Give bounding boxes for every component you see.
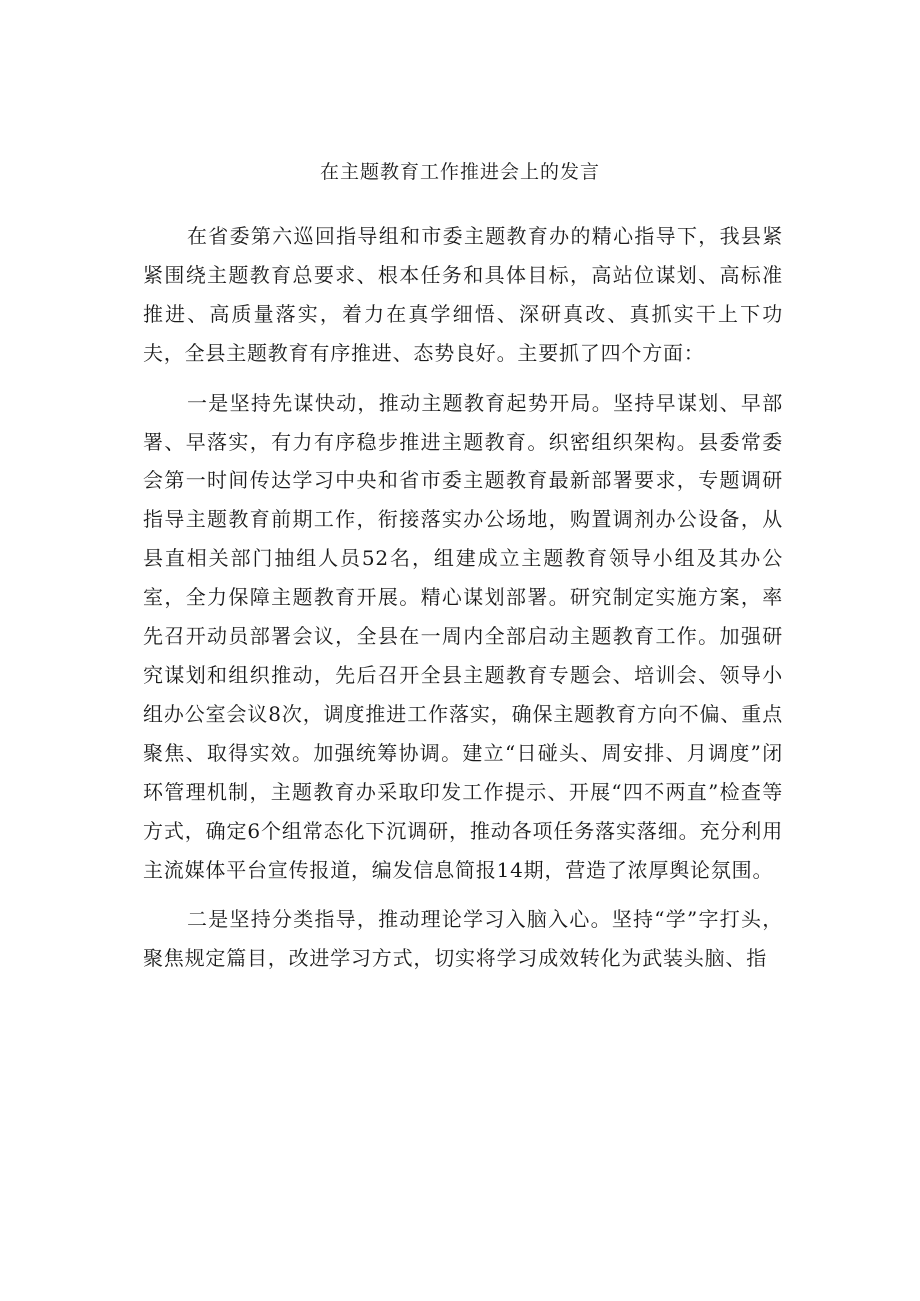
paragraph-point-one: 一是坚持先谋快动，推动主题教育起势开局。坚持早谋划、早部署、早落实，有力有序稳步推进主题教育。织密组织架构。县委常委会第一时间传达学习中央和省市委主题教育最新部署要求，专题调研指导主题教育前期工作，衔接落实办公场地，购置调剂办公设备，从县直相关部门抽组人员52名，组建成立主题教育领导小组及其办公室，全力保障主题教育开展。精心谋划部署。研究制定实施方案，率先召开动员部署会议，全县在一周内全部启动主题教育工作。加强研究谋划和组织推动，先后召开全县主题教育专题会、培训会、领导小组办公室会议8次，调度推进工作落实，确保主题教育方向不偏、重点聚焦、取得实效。加强统筹协调。建立“日碰头、周安排、月调度”闭环管理机制，主题教育办采取印发工作提示、开展“四不两直”检查等方式，确定6个组常态化下沉调研，推动各项任务落实落细。充分利用主流媒体平台宣传报道，编发信息简报14期，营造了浓厚舆论氛围。	[143, 390, 783, 882]
document-body	[143, 217, 783, 978]
document-title: 在主题教育工作推进会上的发言	[319, 161, 600, 183]
paragraph-point-two: 二是坚持分类指导，推动理论学习入脑入心。坚持“学”字打头，聚焦规定篇目，改进学习方式，切实将学习成效转化为武装头脑、指	[143, 907, 783, 971]
paragraph-intro: 在省委第六巡回指导组和市委主题教育办的精心指导下，我县紧紧围绕主题教育总要求、根本任务和具体目标，高站位谋划、高标准推进、高质量落实，着力在真学细悟、深研真改、真抓实干上下功夫，全县主题教育有序推进、态势良好。主要抓了四个方面：	[143, 224, 783, 365]
